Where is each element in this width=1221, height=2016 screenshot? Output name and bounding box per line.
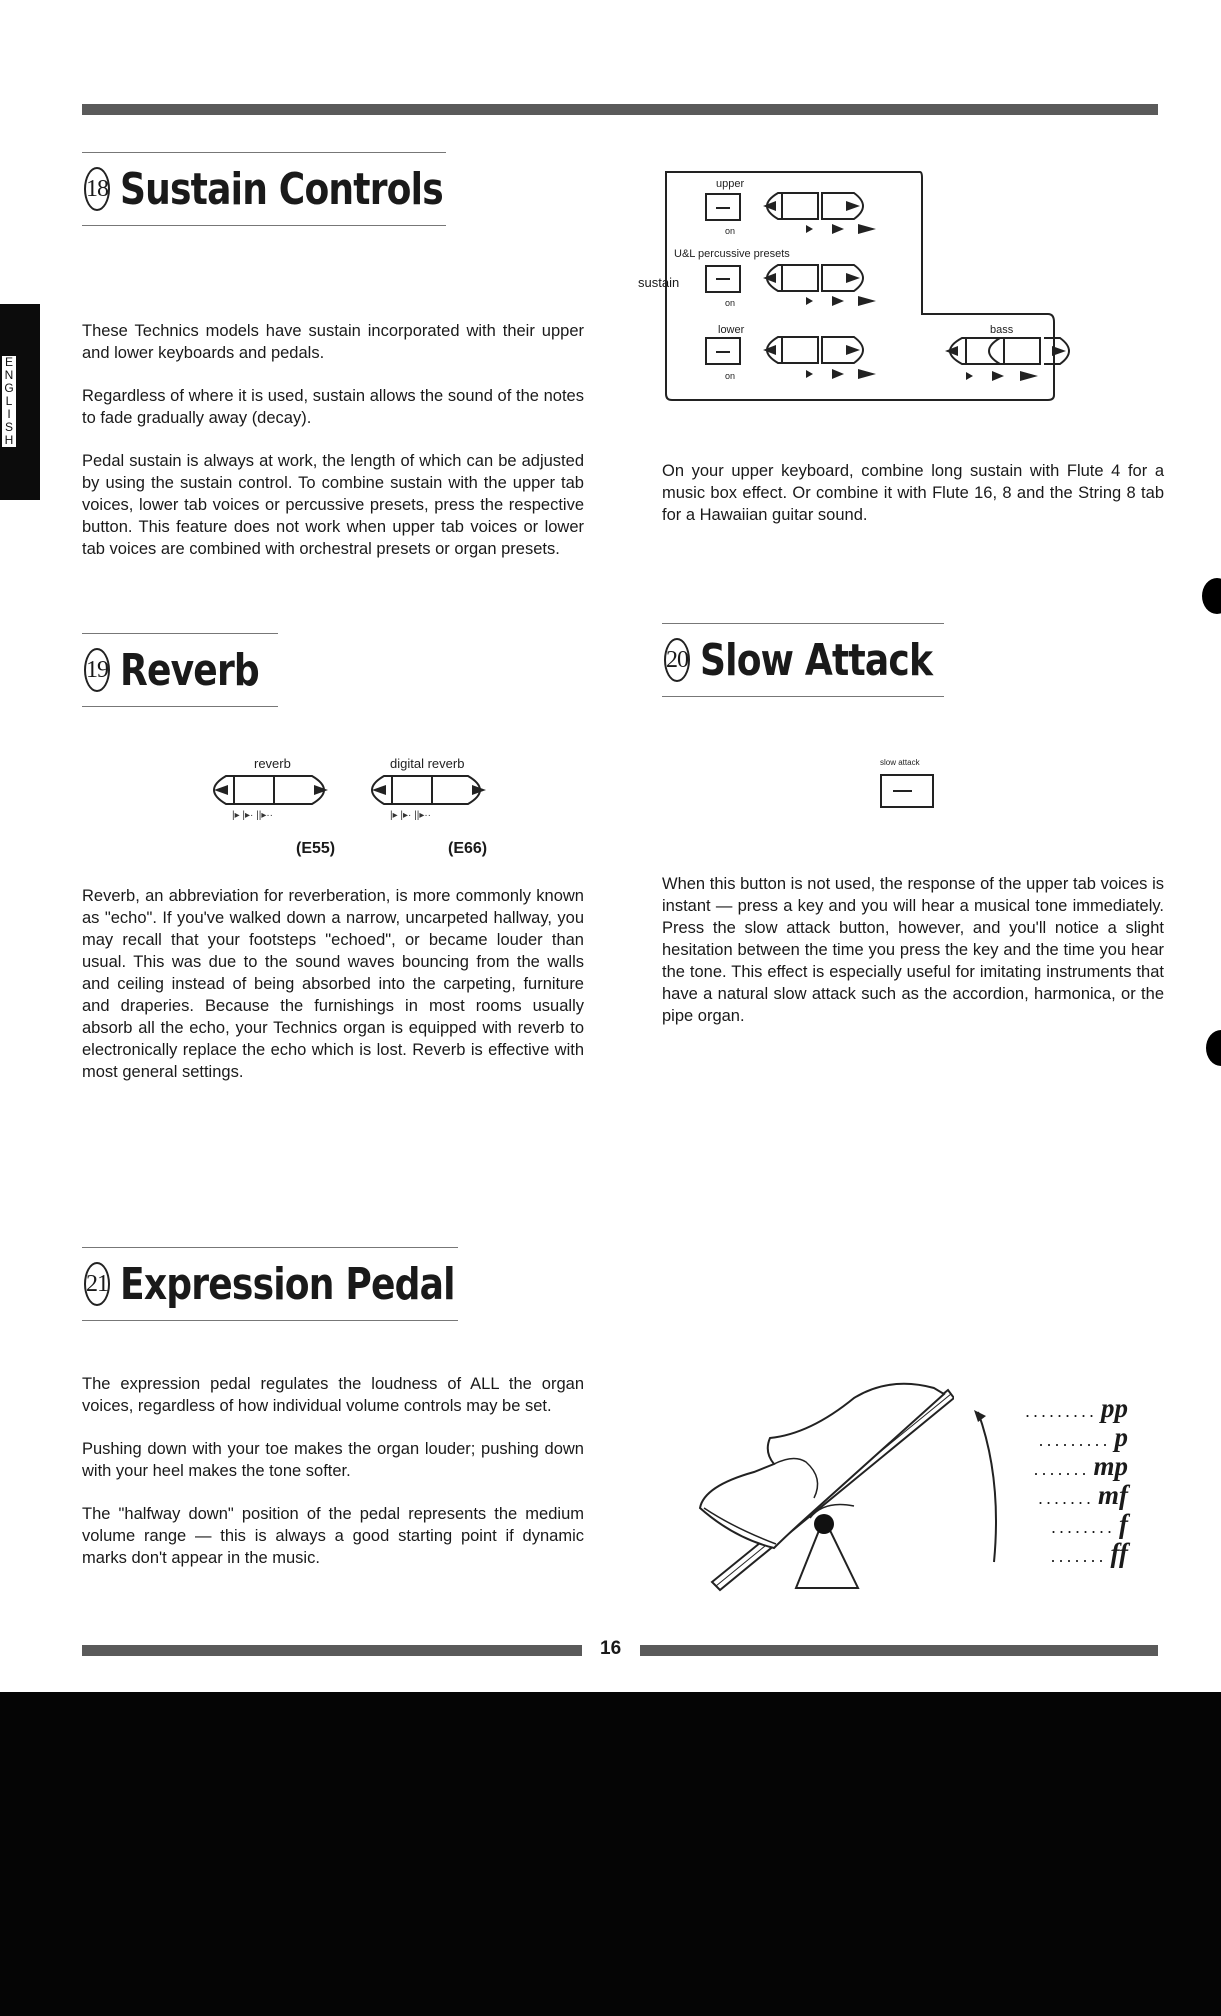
svg-text:|▸ |▸· ||▸··: |▸ |▸· ||▸·· [232, 810, 273, 821]
page-number: 16 [600, 1638, 622, 1659]
dynamic-f: f [1119, 1509, 1128, 1539]
slow-attack-button-diagram [878, 772, 938, 812]
digital-reverb-label: digital reverb [390, 756, 465, 771]
slow-attack-body: When this button is not used, the response of the upper tab voices is instant — press a key and you will hear a musical tone immediately. Press the slow attack button, however, and you'll notice a slight hesitation between the time you press the key and the time you hear the tone. This effect is especially useful for imitating instruments that have a natural slow attack such as the accordion, harmonica, or the pipe organ. [662, 875, 1164, 1025]
on-label: on [725, 371, 736, 381]
language-tab-letter: G [4, 381, 14, 395]
binding-hole [1202, 578, 1221, 614]
dynamic-p: p [1114, 1422, 1128, 1452]
bass-sustain-row [945, 338, 1069, 381]
section-number: 21 [84, 1262, 110, 1306]
paragraph: Regardless of where it is used, sustain allows the sound of the notes to fade gradually away (decay). [82, 387, 584, 427]
on-label: on [725, 298, 736, 308]
section-title: Reverb [120, 644, 259, 696]
upper-label: upper [716, 178, 745, 190]
dynamic-pp: pp [1101, 1393, 1128, 1423]
top-rule [82, 104, 1158, 115]
dynamic-mf: mf [1098, 1480, 1128, 1510]
dynamic-marks: ......... pp ......... p ....... mp ....... mf ........ f ....... ff [1024, 1393, 1128, 1568]
svg-text:|▸ |▸· ||▸··: |▸ |▸· ||▸·· [390, 810, 431, 821]
language-tab-letter: E [4, 355, 13, 369]
paragraph: Pedal sustain is always at work, the length of which can be adjusted by using the sustain control. To combine sustain with the upper tab voices, lower tab voices or percussive presets, press the respective button. This feature does not work when upper tab voices or lower tab voices are combined with orchestral presets or organ presets. [82, 452, 584, 558]
section-heading-slow-attack [662, 623, 944, 697]
sustain-body [82, 320, 584, 581]
paragraph: Pushing down with your toe makes the organ louder; pushing down with your heel makes the tone softer. [82, 1440, 584, 1480]
paragraph: These Technics models have sustain incorporated with their upper and lower keyboards and pedals. [82, 322, 584, 362]
bottom-rule-left [82, 1645, 582, 1656]
section-heading-reverb [82, 633, 278, 707]
language-tab-letter: I [7, 407, 11, 421]
section-number: 19 [84, 648, 110, 692]
bottom-rule-right [640, 1645, 1158, 1656]
bass-label: bass [990, 324, 1014, 336]
on-label: on [725, 226, 736, 236]
expression-pedal-illustration [694, 1368, 954, 1598]
binding-hole [1206, 1030, 1221, 1066]
digital-reverb-tab [372, 776, 486, 821]
language-tab-letter: H [4, 433, 14, 447]
expression-body [82, 1373, 584, 1590]
language-tab-letter: N [4, 368, 14, 382]
section-number: 20 [664, 638, 690, 682]
slow-attack-label: slow attack [880, 758, 920, 767]
percussive-label: U&L percussive presets [674, 248, 790, 260]
reverb-body: Reverb, an abbreviation for reverberation, is more commonly known as "echo". If you've walked down a narrow, uncarpeted hallway, you may recall that your footsteps "echoed", or became louder than usual. This was due to the sound waves bouncing from the walls and ceiling instead of being absorbed into the carpeting, furniture and draperies. Because the furnishings in most rooms usually absorb all the echo, your Technics organ is equipped with reverb to electronically replace the echo which is lost. Reverb is effective with most general settings. [82, 887, 584, 1081]
model-e66-label: (E66) [448, 840, 488, 857]
lower-label: lower [718, 324, 745, 336]
reverb-tab [214, 776, 328, 821]
section-heading-expression [82, 1247, 458, 1321]
section-heading-sustain [82, 152, 446, 226]
section-title: Sustain Controls [120, 163, 443, 215]
dynamic-ff: ff [1110, 1538, 1128, 1568]
section-title: Expression Pedal [120, 1258, 455, 1310]
language-tab-letter: S [4, 420, 13, 434]
reverb-tab-diagram [200, 772, 500, 822]
dynamic-mp: mp [1093, 1451, 1128, 1481]
sustain-side-label: sustain [638, 275, 680, 290]
paragraph: The "halfway down" position of the pedal represents the medium volume range — this is always a good starting point if dynamic marks don't appear in the music. [82, 1505, 584, 1567]
model-e55-label: (E55) [296, 840, 336, 857]
section-title: Slow Attack [700, 634, 933, 686]
paragraph: The expression pedal regulates the loudness of ALL the organ voices, regardless of how individual volume controls may be set. [82, 1375, 584, 1415]
sustain-panel-diagram [636, 170, 1076, 405]
sustain-tip: On your upper keyboard, combine long sustain with Flute 4 for a music box effect. Or combine it with Flute 16, 8 and the String 8 tab for a Hawaiian guitar sound. [662, 462, 1164, 524]
section-number: 18 [84, 167, 110, 211]
scan-background [0, 1692, 1221, 2016]
language-tab-letter: L [5, 394, 13, 408]
language-tab-label [2, 356, 16, 447]
reverb-label: reverb [254, 756, 291, 771]
